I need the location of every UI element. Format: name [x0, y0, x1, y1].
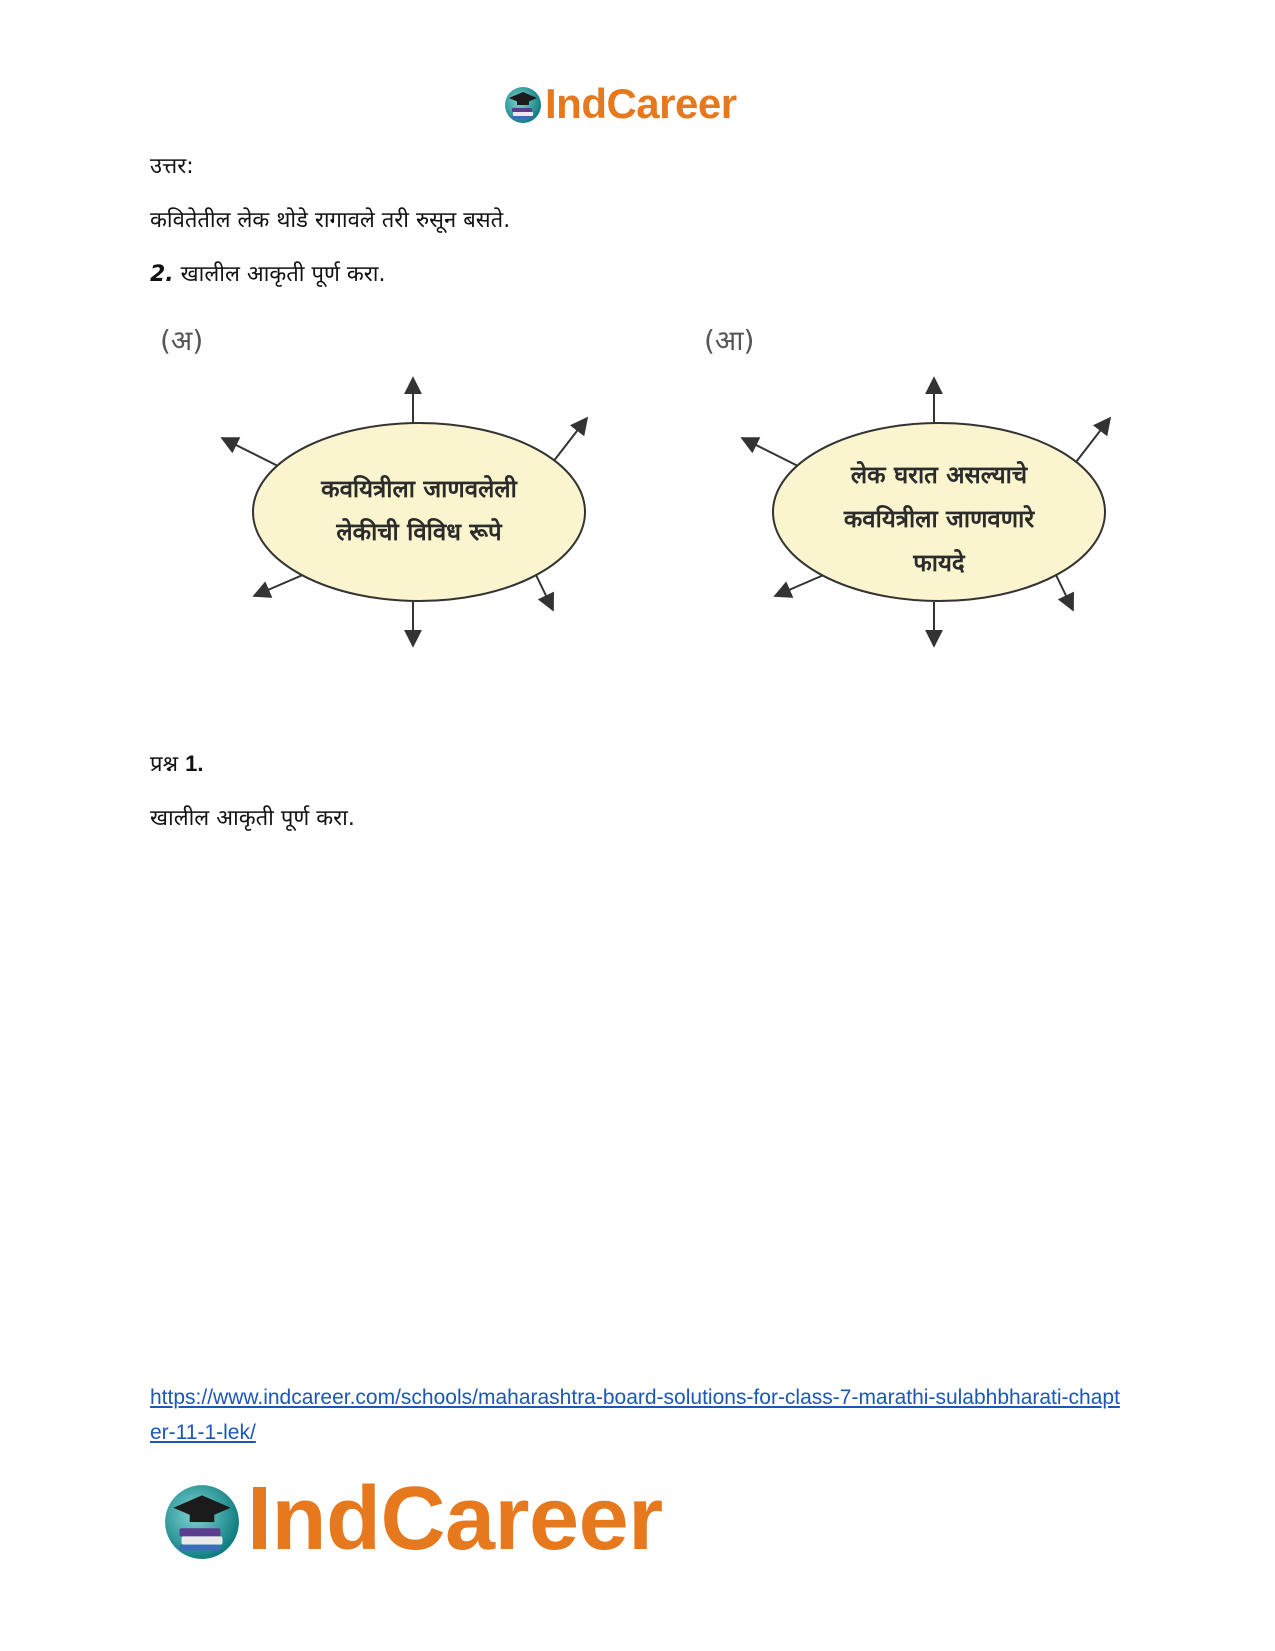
question-1-heading: [150, 748, 203, 778]
arrow-down-left: [775, 574, 826, 596]
question-1-label: प्रश्न: [150, 752, 186, 777]
diagram-a-line-1: कवयित्रीला जाणवलेली: [321, 475, 517, 503]
arrow-up-left: [222, 438, 278, 466]
question-1-text: खालील आकृती पूर्ण करा.: [150, 806, 355, 831]
logo-wordmark: IndCareer: [545, 80, 737, 127]
diagram-b-line-1: लेक घरात असल्याचे: [850, 461, 1028, 489]
question-1-number: 1.: [185, 751, 204, 776]
arrow-up-right: [1076, 418, 1110, 462]
diagram-a-line-2: लेकीची विविध रूपे: [336, 518, 502, 546]
arrow-down-left: [254, 574, 305, 596]
diagram-a: [160, 324, 587, 646]
diagram-b-label: (आ): [704, 324, 755, 357]
diagram-b-line-3: फायदे: [913, 549, 965, 577]
footer-logo: [161, 1468, 663, 1571]
answer-label: उत्तर:: [150, 154, 194, 179]
logo-wordmark: IndCareer: [247, 1469, 663, 1569]
question-2-number: 2.: [150, 262, 174, 287]
answer-text: कवितेतील लेक थोडे रागावले तरी रुसून बसते.: [150, 208, 511, 233]
arrow-down-right: [535, 573, 553, 610]
diagram-a-label: (अ): [160, 324, 204, 357]
diagram-a-ellipse: [253, 423, 585, 601]
diagram-b: [704, 324, 1110, 646]
arrow-up-left: [742, 438, 798, 466]
arrow-down-right: [1055, 573, 1073, 610]
question-2-text: खालील आकृती पूर्ण करा.: [173, 262, 386, 287]
source-link[interactable]: https://www.indcareer.com/schools/maharashtra-board-solutions-for-class-7-marathi-sulabhbharati-chapter-11-1-lek/: [150, 1386, 1120, 1444]
graduation-globe-icon: [161, 1479, 243, 1561]
diagram-b-line-2: कवयित्रीला जाणवणारे: [843, 505, 1035, 533]
web-diagrams: [0, 0, 1275, 700]
arrow-up-right: [553, 418, 587, 462]
